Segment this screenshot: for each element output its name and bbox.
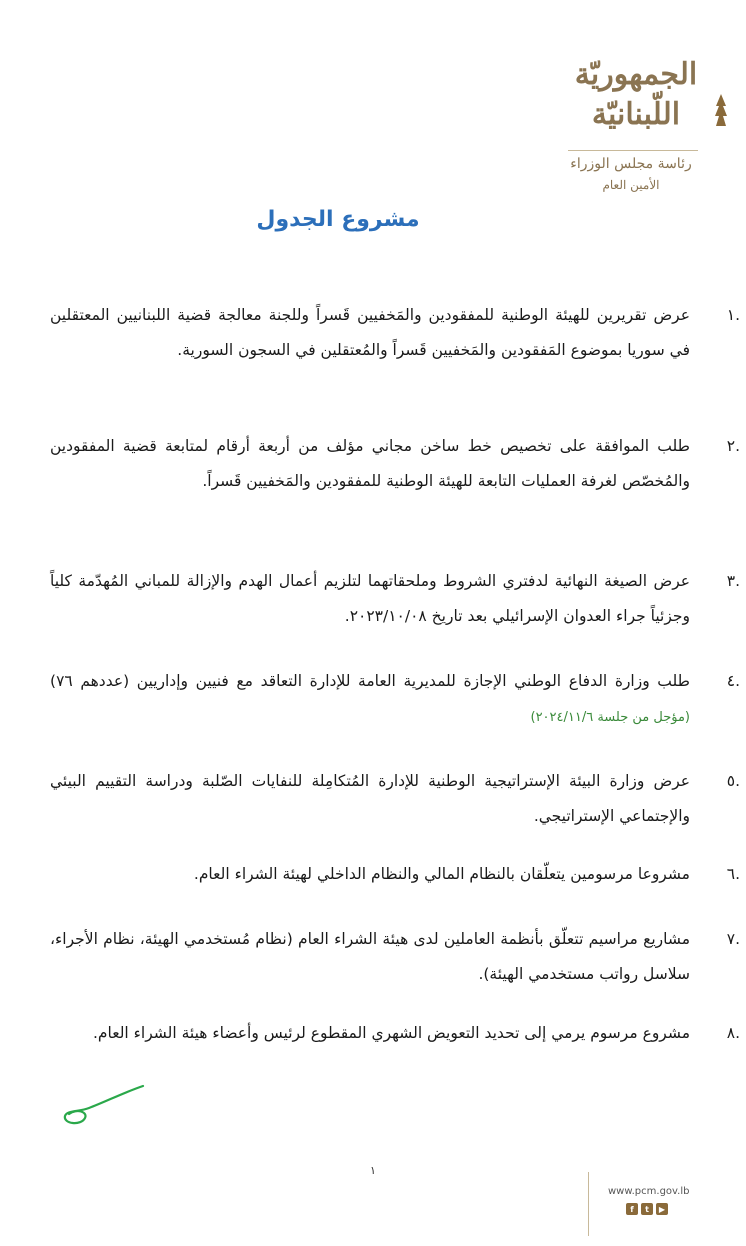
item-text: مشاريع مراسيم تتعلّق بأنظمة العاملين لدى هيئة الشراء العام (نظام مُستخدمي الهيئة، نظام الأجراء، سلاسل رواتب مستخدمي الهيئة). (50, 930, 690, 983)
social-icons (626, 1203, 668, 1215)
item-text: مشروعا مرسومين يتعلّقان بالنظام المالي والنظام الداخلي لهيئة الشراء العام. (193, 865, 690, 883)
letterhead-presidency: رئاسة مجلس الوزراء (570, 156, 692, 172)
item-text: مشروع مرسوم يرمي إلى تحديد التعويض الشهري المقطوع لرئيس وأعضاء هيئة الشراء العام. (92, 1024, 690, 1042)
item-text: عرض الصيغة النهائية لدفتري الشروط وملحقاتهما لتلزيم أعمال الهدم والإزالة للمباني المُهدّمة كلياً وجزئياً جراء العدوان الإسرائيلي بعد تاريخ ٢٠٢٣/١٠/٠٨. (50, 572, 690, 625)
item-number: .٢ (726, 437, 740, 455)
page-title: مشروع الجدول (256, 207, 420, 232)
item-text: عرض تقريرين للهيئة الوطنية للمفقودين والمَخفيين قَسراً وللجنة معالجة قضية اللبنانيين المعتقلين في سوريا بموضوع المَفقودين والمَخفيين قَسراً والمُعتقلين في السجون السورية. (50, 306, 690, 359)
agenda-item-6 (50, 857, 740, 892)
letterhead (558, 52, 728, 212)
item-number: .٧ (726, 930, 740, 948)
item-number: .٤ (726, 672, 740, 690)
item-text: طلب وزارة الدفاع الوطني الإجازة للمديرية العامة للإدارة التعاقد مع فنيين وإداريين (عددهم ٧٦) (50, 672, 690, 690)
footer-divider (588, 1172, 589, 1236)
agenda-item-2 (50, 429, 740, 499)
letterhead-lebanese: اللّبنانيّة (591, 97, 681, 132)
page-number: ١ (370, 1164, 376, 1177)
agenda-item-4 (50, 664, 740, 735)
agenda-item-7 (50, 922, 740, 992)
letterhead-divider (568, 150, 698, 151)
twitter-icon[interactable]: t (641, 1203, 653, 1215)
letterhead-secretary-general: الأمين العام (602, 178, 660, 192)
item-number: .٥ (726, 772, 740, 790)
handwritten-mark-icon (55, 1080, 145, 1130)
item-number: .٦ (726, 865, 740, 883)
agenda-item-8 (50, 1016, 740, 1051)
item-number: .٨ (726, 1024, 740, 1042)
facebook-icon[interactable]: f (626, 1203, 638, 1215)
letterhead-republic: الجمهوريّة (574, 57, 698, 92)
item-text: عرض وزارة البيئة الإستراتيجية الوطنية للإدارة المُتكامِلة للنفايات الصّلبة ودراسة التقييم البيئي والإجتماعي الإستراتيجي. (50, 772, 690, 825)
item-text: طلب الموافقة على تخصيص خط ساخن مجاني مؤلف من أربعة أرقام لمتابعة قضية المفقودين والمُخصّص لغرفة العمليات التابعة للهيئة الوطنية للمفقودين والمَخفيين قَسراً. (50, 437, 690, 490)
footer-website[interactable]: www.pcm.gov.lb (608, 1186, 690, 1197)
agenda-item-1 (50, 298, 740, 368)
item-number: .١ (726, 306, 740, 324)
agenda-item-3 (50, 564, 740, 634)
item-number: .٣ (726, 572, 740, 590)
cedar-emblem-icon (714, 92, 728, 132)
youtube-icon[interactable]: ▶ (656, 1203, 668, 1215)
agenda-item-5 (50, 764, 740, 834)
postponed-note: (مؤجل من جلسة ٢٠٢٤/١١/٦) (530, 710, 690, 725)
